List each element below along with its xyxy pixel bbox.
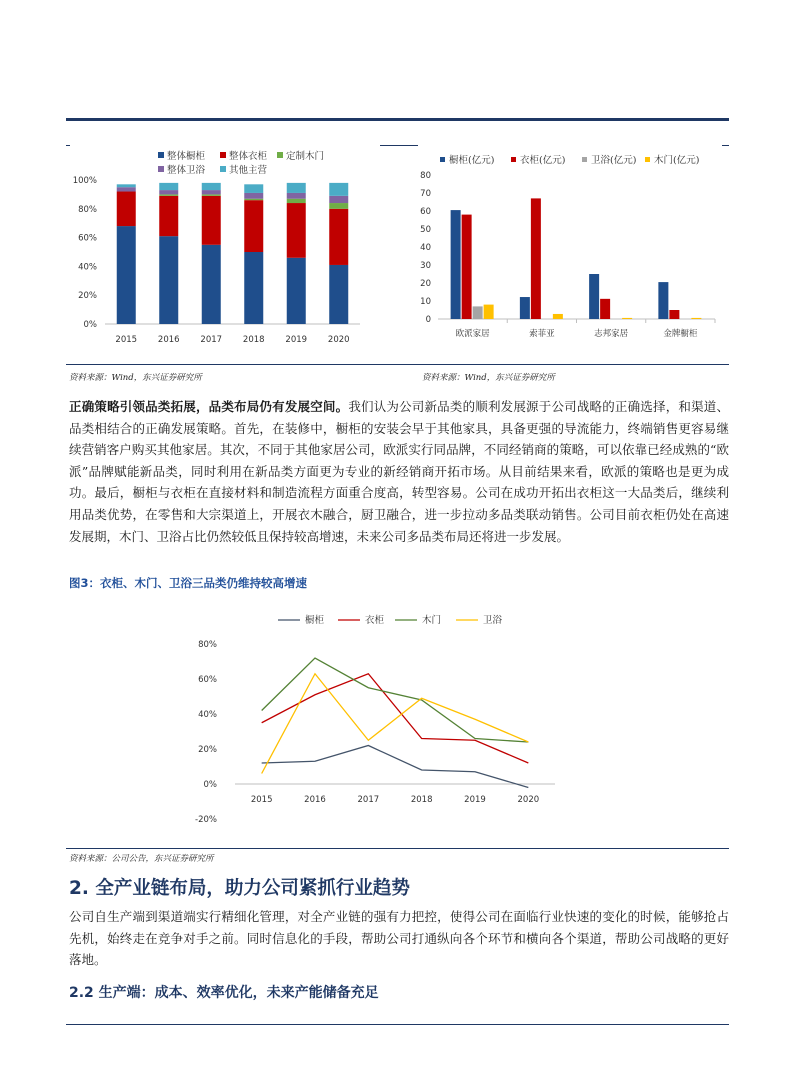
y-tick-label: 10 — [420, 297, 431, 307]
bar-segment — [159, 196, 178, 236]
peer-revenue-chart — [410, 148, 730, 348]
x-tick-label: 2018 — [242, 335, 265, 345]
bar-segment — [244, 199, 263, 200]
legend-label: 木门(亿元) — [654, 155, 700, 166]
legend-label: 卫浴 — [483, 615, 503, 626]
bar-segment — [202, 183, 221, 190]
y-tick-label: 100% — [72, 176, 97, 186]
growth-line-chart — [190, 608, 590, 833]
bar-segment — [159, 190, 178, 194]
bar — [553, 314, 563, 319]
legend-label: 定制木门 — [286, 151, 325, 162]
y-tick-label: 20 — [420, 279, 431, 289]
bar-segment — [202, 190, 221, 194]
legend-label: 木门 — [422, 615, 442, 626]
bar-segment — [244, 252, 263, 324]
x-tick-label: 志邦家居 — [594, 329, 629, 339]
y-tick-label: 30 — [420, 261, 431, 271]
x-tick-label: 2019 — [464, 795, 486, 805]
section-2-2-heading: 2.2 生产端：成本、效率优化，未来产能储备充足 — [69, 985, 379, 1001]
x-tick-label: 2020 — [517, 795, 540, 805]
figure-bottom-rule — [66, 364, 729, 365]
series-line — [262, 674, 529, 774]
legend-label: 橱柜(亿元) — [449, 155, 495, 166]
y-tick-label: 20% — [78, 291, 97, 302]
y-tick-label: 40% — [198, 710, 217, 720]
y-tick-label: 40% — [78, 262, 97, 273]
bar-segment — [117, 226, 136, 324]
revenue-mix-chart — [70, 148, 370, 348]
bar-segment — [117, 187, 136, 191]
x-tick-label: 2015 — [250, 795, 273, 805]
bar — [462, 215, 472, 319]
y-tick-label: 0% — [203, 780, 217, 790]
x-tick-label: 2017 — [200, 335, 223, 345]
bar-segment — [159, 183, 178, 190]
bar-segment — [329, 265, 348, 324]
figure3-bottom-rule — [66, 848, 729, 849]
bar-segment — [287, 193, 306, 199]
supply-chain-paragraph: 公司自生产端到渠道端实行精细化管理，对全产业链的强有力把控，使得公司在面临行业快速的变化的时候，能够抢占先机，始终走在竞争对手之前。同时信息化的手段，帮助公司打通纵向各个环节和横向各个渠道，帮助公司战略的更好落地。 — [69, 909, 729, 968]
y-tick-label: 80 — [420, 171, 431, 181]
y-tick-label: 60% — [198, 675, 217, 685]
legend-label: 整体橱柜 — [167, 151, 206, 162]
y-tick-label: 50 — [420, 225, 431, 235]
legend-swatch — [277, 152, 283, 158]
bar-segment — [329, 209, 348, 265]
bar-segment — [202, 194, 221, 195]
legend-swatch — [440, 157, 445, 162]
bar-segment — [287, 258, 306, 324]
bar-segment — [287, 183, 306, 193]
x-tick-label: 2018 — [410, 795, 433, 805]
figure3-title: 图3：衣柜、木门、卫浴三品类仍维持较高增速 — [69, 576, 307, 590]
header-rule — [66, 118, 729, 121]
bar — [451, 210, 461, 319]
bar — [658, 282, 668, 319]
bar-segment — [202, 196, 221, 245]
bar-segment — [244, 200, 263, 252]
bar-segment — [202, 245, 221, 324]
bar — [622, 318, 632, 319]
series-line — [262, 746, 529, 788]
legend-label: 整体衣柜 — [229, 151, 268, 162]
strategy-lead: 正确策略引领品类拓展，品类布局仍有发展空间。 — [69, 399, 349, 414]
legend-label: 整体卫浴 — [167, 165, 206, 176]
strategy-paragraph — [69, 396, 729, 547]
x-tick-label: 2016 — [304, 795, 326, 805]
legend-label: 橱柜 — [305, 615, 325, 626]
legend-swatch — [645, 157, 650, 162]
source-note-left: 资料来源：Wind，东兴证券研究所 — [69, 373, 202, 383]
bar — [531, 198, 541, 319]
legend-swatch — [158, 166, 164, 172]
legend-swatch — [220, 166, 226, 172]
x-tick-label: 2019 — [285, 335, 308, 345]
x-tick-label: 欧派家居 — [455, 329, 490, 339]
section-2-heading: 2. 全产业链布局，助力公司紧抓行业趋势 — [69, 878, 410, 899]
bar — [669, 310, 679, 319]
bar — [600, 299, 610, 319]
bar-segment — [244, 193, 263, 199]
figure-frame-tick — [66, 145, 70, 146]
legend-swatch — [582, 157, 587, 162]
legend-swatch — [158, 152, 164, 158]
legend-label: 衣柜 — [365, 615, 385, 626]
bar-segment — [244, 184, 263, 193]
bar-segment — [329, 203, 348, 209]
bar — [520, 297, 530, 319]
y-tick-label: 70 — [420, 189, 431, 199]
legend-label: 卫浴(亿元) — [591, 155, 637, 166]
legend-label: 衣柜(亿元) — [520, 155, 566, 166]
strategy-body: 我们认为公司新品类的顺利发展源于公司战略的正确选择，和渠道、品类相结合的正确发展策略。首先，在装修中，橱柜的安装会早于其他家具，具备更强的导流能力，终端销售更容易继续营销客户购买其他家居。其次，不同于其他家居公司，欧派实行同品牌，不同经销商的策略，可以依靠已经成熟的“欧派”品牌赋能新品类，同时利用在新品类方面更为专业的新经销商开拓市场。从目前结果来看，欧派的策略也是更为成功。最后，橱柜与衣柜在直接材料和制造流程方面重合度高，转型容易。公司在成功开拓出衣柜这一大品类后，继续利用品类优势，在零售和大宗渠道上，开展衣木融合，厨卫融合，进一步拉动多品类联动销售。公司目前衣柜仍处在高速发展期，木门、卫浴占比仍然较低且保持较高增速，未来公司多品类布局还将进一步发展。 — [69, 399, 729, 544]
bar — [691, 318, 701, 319]
bar — [589, 274, 599, 319]
bar-segment — [159, 194, 178, 195]
legend-swatch — [511, 157, 516, 162]
bar — [484, 305, 494, 319]
source-note-figure3: 资料来源：公司公告，东兴证券研究所 — [69, 854, 214, 864]
x-tick-label: 索菲亚 — [529, 329, 555, 339]
bar-segment — [287, 203, 306, 258]
legend-swatch — [220, 152, 226, 158]
figure-frame-tick — [722, 145, 729, 146]
bar-segment — [159, 236, 178, 324]
y-tick-label: 0 — [425, 315, 431, 325]
x-tick-label: 2015 — [115, 335, 138, 345]
bar-segment — [117, 184, 136, 187]
legend-label: 其他主营 — [229, 165, 268, 176]
source-note-right: 资料来源：Wind，东兴证券研究所 — [422, 373, 555, 383]
x-tick-label: 金牌橱柜 — [663, 329, 698, 339]
footer-rule — [66, 1024, 729, 1025]
y-tick-label: 80% — [78, 204, 97, 215]
bar-segment — [329, 183, 348, 196]
y-tick-label: 60 — [420, 207, 431, 217]
x-tick-label: 2020 — [327, 335, 350, 345]
series-line — [262, 674, 529, 763]
x-tick-label: 2017 — [357, 795, 380, 805]
bar — [473, 306, 483, 319]
x-tick-label: 2016 — [157, 335, 180, 345]
bar-segment — [329, 196, 348, 203]
figure-frame-tick — [380, 145, 418, 146]
bar-segment — [117, 192, 136, 227]
bar-segment — [287, 199, 306, 203]
y-tick-label: 0% — [83, 320, 97, 330]
y-tick-label: 40 — [420, 243, 431, 253]
y-tick-label: 20% — [198, 745, 217, 755]
y-tick-label: 80% — [198, 640, 217, 650]
y-tick-label: 60% — [78, 233, 97, 244]
y-tick-label: -20% — [195, 815, 217, 825]
